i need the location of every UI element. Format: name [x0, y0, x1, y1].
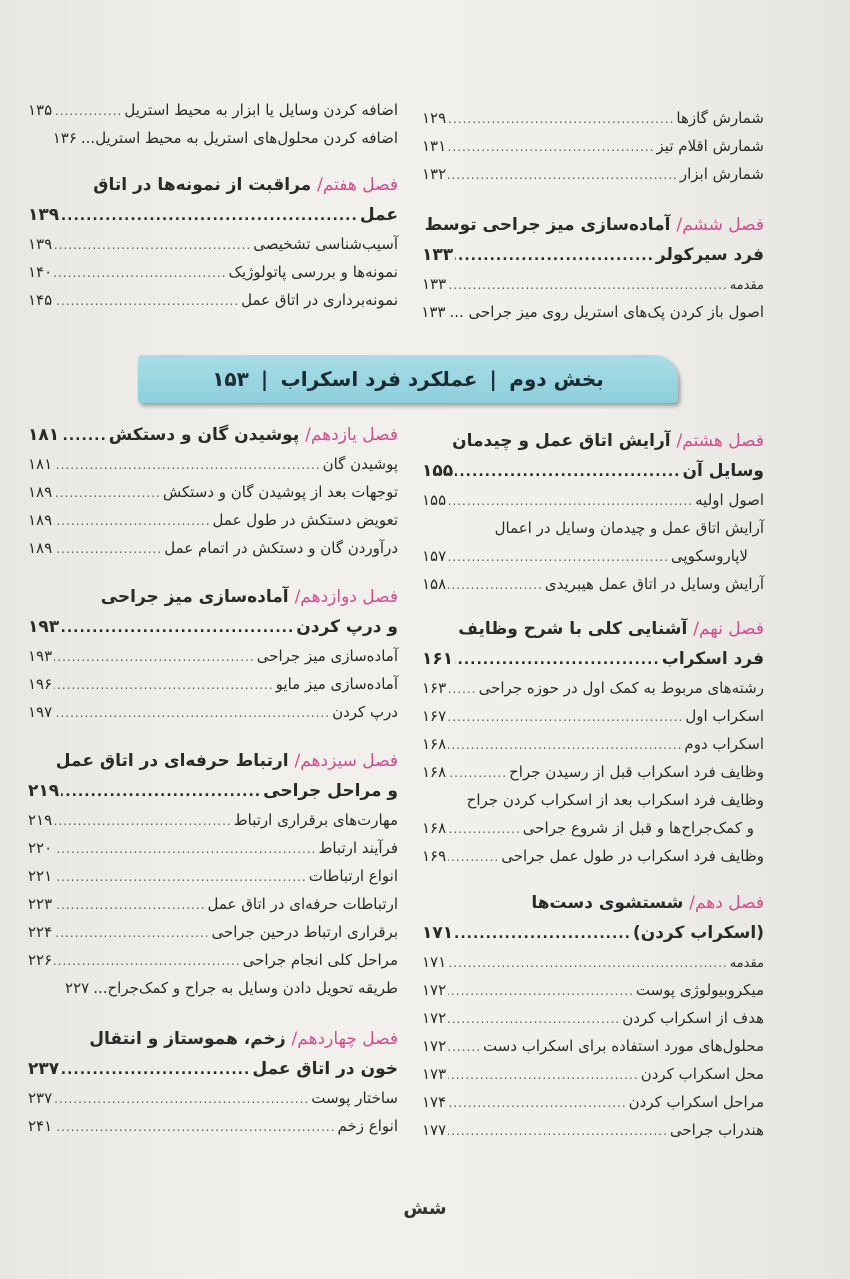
toc-entry: توجهات بعد از پوشیدن گان و دستکش ..... ۱۸۹ — [28, 478, 398, 506]
toc-entry: مقدمه ..... ۱۷۱ — [422, 948, 764, 976]
toc-entry: شمارش اقلام تیز ..... ۱۳۱ — [422, 132, 764, 160]
toc-entry: تعویض دستکش در طول عمل ..... ۱۸۹ — [28, 506, 398, 534]
chapter-10-subtitle: (اسکراب کردن) ..... ۱۷۱ — [422, 918, 764, 948]
toc-entry: اضافه کردن محلول‌های استریل به محیط استریل... ۱۳۶ — [52, 129, 398, 147]
toc-entry: درآوردن گان و دستکش در اتمام عمل ..... ۱۸۹ — [28, 534, 398, 562]
toc-entry: آرایش اتاق عمل و چیدمان وسایل در اعمال — [494, 519, 764, 537]
banner-separator: | — [260, 367, 269, 391]
toc-entry: محل اسکراب کردن ..... ۱۷۳ — [422, 1060, 764, 1088]
toc-entry: مراحل اسکراب کردن ..... ۱۷۴ — [422, 1088, 764, 1116]
page-number: شش — [403, 1198, 447, 1219]
toc-entry: انواع زخم ..... ۲۴۱ — [28, 1112, 398, 1140]
toc-entry: اضافه کردن وسایل یا ابزار به محیط استریل ..... ۱۳۵ — [28, 96, 398, 124]
part-label: بخش دوم — [509, 367, 604, 391]
toc-entry: مراحل کلی انجام جراحی ..... ۲۲۶ — [28, 946, 398, 974]
toc-entry: نمونه‌ها و بررسی پاتولوژیک ..... ۱۴۰ — [28, 258, 398, 286]
toc-entry: اسکراب دوم ..... ۱۶۸ — [422, 730, 764, 758]
toc-entry: اصول باز کردن پک‌های استریل روی میز جراحی ... ۱۳۳ — [421, 303, 764, 321]
toc-entry: پوشیدن گان ..... ۱۸۱ — [28, 450, 398, 478]
part-page: ۱۵۳ — [212, 367, 249, 391]
toc-entry: نمونه‌برداری در اتاق عمل ..... ۱۴۵ — [28, 286, 398, 314]
banner-separator: | — [489, 367, 498, 391]
chapter-14-subtitle: خون در اتاق عمل ..... ۲۳۷ — [28, 1054, 398, 1084]
toc-entry: وظایف فرد اسکراب بعد از اسکراب کردن جراح — [466, 791, 764, 809]
toc-entry: وظایف فرد اسکراب در طول عمل جراحی ..... ۱۶۹ — [422, 842, 764, 870]
chapter-7-heading: فصل هفتم/ مراقبت از نمونه‌ها در اتاق — [93, 175, 398, 195]
toc-right-top — [422, 104, 764, 326]
toc-entry: آماده‌سازی میز جراحی ..... ۱۹۳ — [28, 642, 398, 670]
chapter-12-heading: فصل دوازدهم/ آماده‌سازی میز جراحی — [100, 587, 398, 607]
chapter-10-heading: فصل دهم/ شستشوی دست‌ها — [531, 893, 764, 913]
chapter-14-heading: فصل چهاردهم/ زخم، هموستاز و انتقال — [89, 1029, 398, 1049]
toc-entry: انواع ارتباطات ..... ۲۲۱ — [28, 862, 398, 890]
toc-entry: مهارت‌های برقراری ارتباط ..... ۲۱۹ — [28, 806, 398, 834]
toc-left-top — [28, 96, 398, 314]
toc-entry: لاپاروسکوپی ..... ۱۵۷ — [422, 542, 764, 570]
toc-entry: هندراب جراحی ..... ۱۷۷ — [422, 1116, 764, 1144]
toc-entry: رشته‌های مربوط به کمک اول در حوزه جراحی ..... ۱۶۳ — [422, 674, 764, 702]
toc-entry: درپ کردن ..... ۱۹۷ — [28, 698, 398, 726]
chapter-8-heading: فصل هشتم/ آرایش اتاق عمل و چیدمان — [452, 431, 764, 451]
toc-entry: آرایش وسایل در اتاق عمل هیبریدی ..... ۱۵۸ — [422, 570, 764, 598]
toc-entry: آسیب‌شناسی تشخیصی ..... ۱۳۹ — [28, 230, 398, 258]
toc-entry: و کمک‌جراح‌ها و قبل از شروع جراحی ..... ۱۶۸ — [422, 814, 764, 842]
toc-entry: اسکراب اول ..... ۱۶۷ — [422, 702, 764, 730]
toc-entry: ارتباطات حرفه‌ای در اتاق عمل ..... ۲۲۳ — [28, 890, 398, 918]
chapter-13-heading: فصل سیزدهم/ ارتباط حرفه‌ای در اتاق عمل — [55, 751, 398, 771]
part-banner — [138, 355, 678, 403]
chapter-12-subtitle: و درپ کردن ..... ۱۹۳ — [28, 612, 398, 642]
toc-left-bottom — [28, 420, 398, 1140]
toc-entry: وظایف فرد اسکراب قبل از رسیدن جراح ..... ۱۶۸ — [422, 758, 764, 786]
toc-entry: شمارش گازها ..... ۱۲۹ — [422, 104, 764, 132]
chapter-11-heading: فصل یازدهم/ پوشیدن گان و دستکش ..... ۱۸۱ — [28, 420, 398, 450]
toc-entry: هدف از اسکراب کردن ..... ۱۷۲ — [422, 1004, 764, 1032]
toc-entry: محلول‌های مورد استفاده برای اسکراب دست ..... ۱۷۲ — [422, 1032, 764, 1060]
toc-entry: شمارش ابزار ..... ۱۳۲ — [422, 160, 764, 188]
toc-entry: اصول اولیه ..... ۱۵۵ — [422, 486, 764, 514]
toc-right-bottom — [422, 426, 764, 1144]
toc-entry: طریقه تحویل دادن وسایل به جراح و کمک‌جراح... ۲۲۷ — [65, 979, 398, 997]
toc-entry: فرآیند ارتباط ..... ۲۲۰ — [28, 834, 398, 862]
toc-entry: برقراری ارتباط درحین جراحی ..... ۲۲۴ — [28, 918, 398, 946]
toc-entry: میکروبیولوژی پوست ..... ۱۷۲ — [422, 976, 764, 1004]
chapter-9-subtitle: فرد اسکراب ..... ۱۶۱ — [422, 644, 764, 674]
chapter-8-subtitle: وسایل آن ..... ۱۵۵ — [422, 456, 764, 486]
toc-entry: ساختار پوست ..... ۲۳۷ — [28, 1084, 398, 1112]
chapter-6-heading: فصل ششم/ آماده‌سازی میز جراحی توسط — [424, 215, 764, 235]
toc-entry: مقدمه ..... ۱۳۳ — [422, 270, 764, 298]
chapter-13-subtitle: و مراحل جراحی ..... ۲۱۹ — [28, 776, 398, 806]
part-title: عملکرد فرد اسکراب — [280, 367, 478, 391]
chapter-7-subtitle: عمل ..... ۱۳۹ — [28, 200, 398, 230]
toc-entry: آماده‌سازی میز مایو ..... ۱۹۶ — [28, 670, 398, 698]
chapter-6-subtitle: فرد سیرکولر ..... ۱۳۳ — [422, 240, 764, 270]
chapter-9-heading: فصل نهم/ آشنایی کلی با شرح وظایف — [458, 619, 764, 639]
